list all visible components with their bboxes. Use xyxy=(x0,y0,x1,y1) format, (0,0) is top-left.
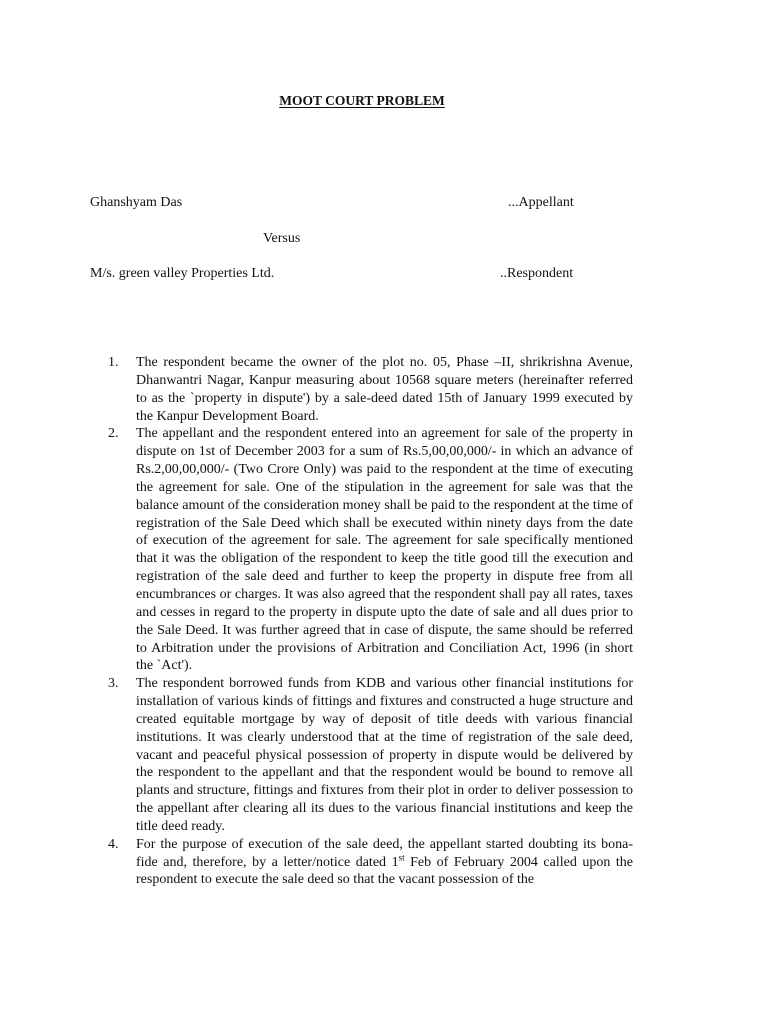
paragraph-number: 1. xyxy=(108,355,119,370)
paragraph-number: 3. xyxy=(108,676,119,692)
paragraph-text: The respondent borrowed funds from KDB and various other financial institutions for installation of various kinds of fittings and fixtures and constructed a huge structure and created equitable mortgage by way of deposit of title deeds with various financial institutions. It was clearly understood that at the time of registration of the sale deed, vacant and peaceful physical possession of property in dispute would be delivered by the respondent to the appellant and that the respondent would be bound to remove all plants and structure, fittings and fixtures from their plot in order to deliver possession to the appellant after clearing all its dues to the various financial institutions and keep the title deed ready. xyxy=(136,676,633,834)
versus-label: Versus xyxy=(263,231,301,246)
paragraph-number: 2. xyxy=(108,426,119,442)
paragraph-text-end: Feb of February 2004 called upon the respondent to execute the sale deed so that the vacant possession of the xyxy=(136,854,633,888)
paragraph-2 xyxy=(108,425,633,675)
paragraph-4 xyxy=(108,836,633,890)
paragraph-1 xyxy=(108,354,633,425)
paragraph-number: 4. xyxy=(108,836,119,852)
respondent-role: ..Respondent xyxy=(500,266,574,281)
numbered-paragraph-list xyxy=(108,354,633,889)
appellant-role: ...Appellant xyxy=(508,195,574,210)
appellant-name: Ghanshyam Das xyxy=(90,195,183,210)
paragraph-text: The respondent became the owner of the plot no. 05, Phase –II, shrikrishna Avenue, Dhanwantri Nagar, Kanpur measuring about 10568 square meters (hereinafter referred to as the `property in dispute') by a sale-deed dated 15th of January 1999 executed by the Kanpur Development Board. xyxy=(136,355,633,424)
respondent-name: M/s. green valley Properties Ltd. xyxy=(90,266,275,281)
ordinal-suffix: st xyxy=(398,851,405,862)
paragraph-text: The appellant and the respondent entered into an agreement for sale of the property in dispute on 1st of December 2003 for a sum of Rs.5,00,00,000/- in which an advance of Rs.2,00,00,000/- (Two Crore Only) was paid to the respondent at the time of executing the agreement for sale. One of the stipulation in the agreement for sale was that the balance amount of the consideration money shall be paid to the respondent at the time of registration of the Sale Deed which shall be executed within ninety days from the date of execution of the agreement for sale. The agreement for sale specifically mentioned that it was the obligation of the respondent to keep the title good till the execution and registration of the sale deed and further to keep the property in dispute free from all encumbrances or charges. It was also agreed that the respondent shall pay all rates, taxes and cesses in regard to the property in dispute upto the date of sale and all dues prior to the Sale Deed. It was further agreed that in case of dispute, the same should be referred to Arbitration under the provisions of Arbitration and Conciliation Act, 1996 (in short the `Act'). xyxy=(136,426,633,674)
page-title: MOOT COURT PROBLEM xyxy=(279,93,445,108)
paragraph-3 xyxy=(108,675,633,836)
paragraph-text-start: For the purpose of execution of the sale deed, the appellant started doubting its bona-fide and, therefore, by a letter/notice dated 1 xyxy=(136,836,633,870)
